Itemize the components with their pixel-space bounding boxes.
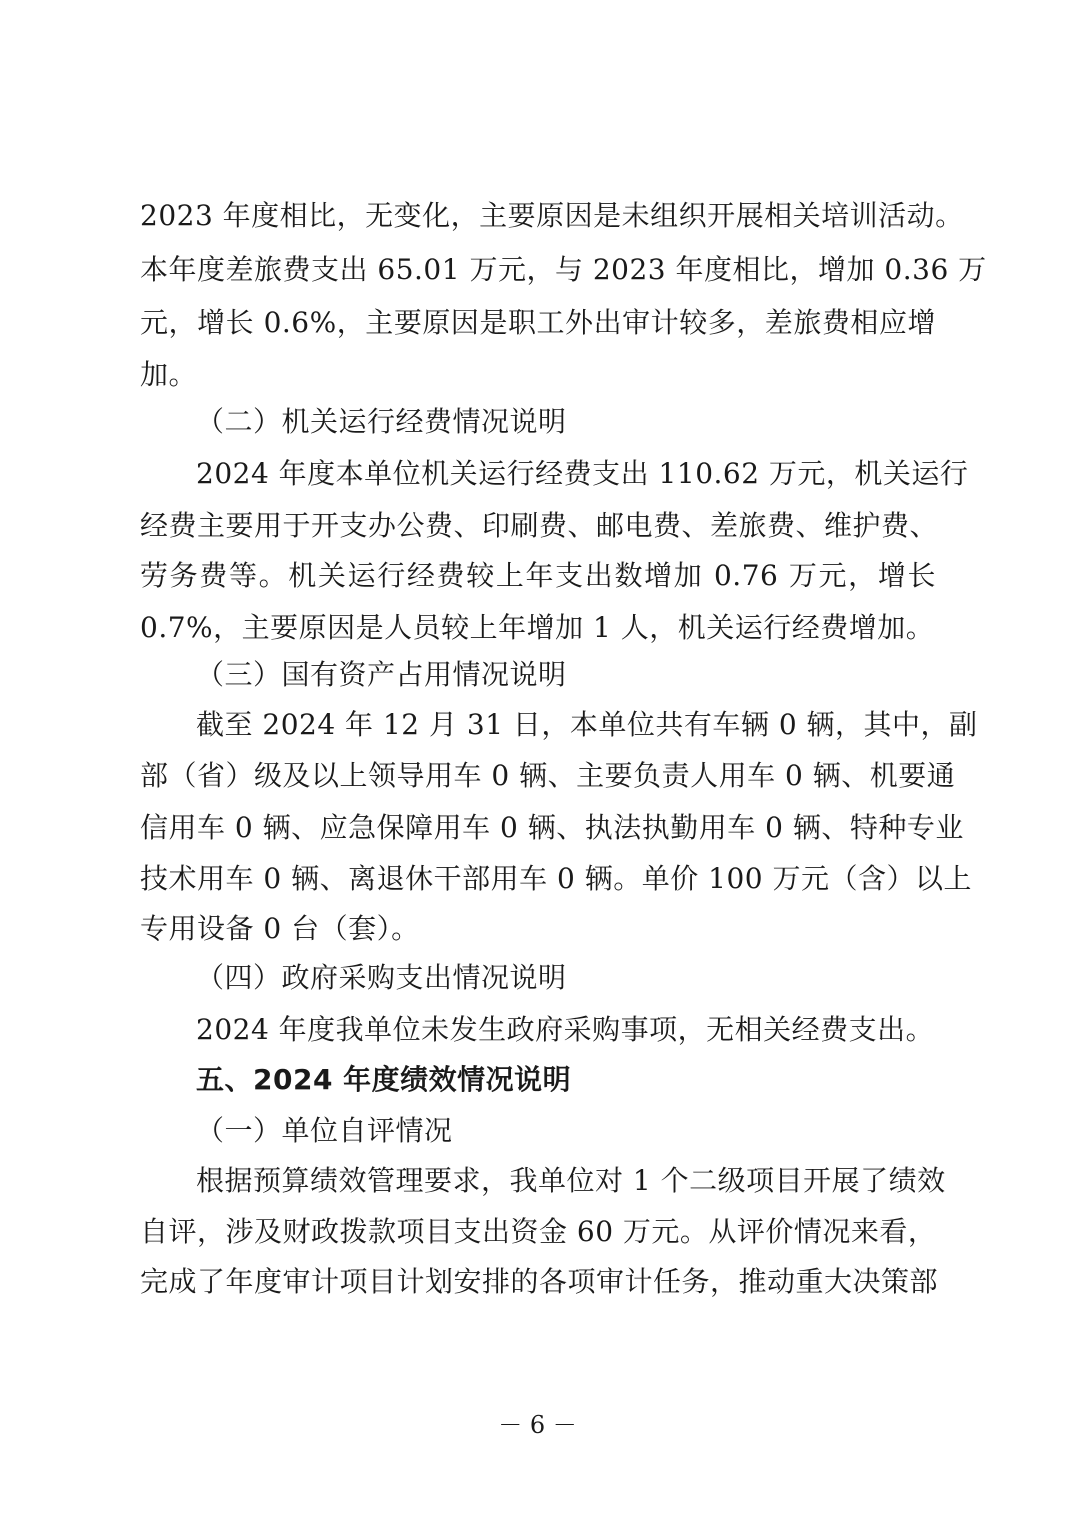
text-line: 0.7%，主要原因是人员较上年增加 1 人，机关运行经费增加。 xyxy=(140,611,935,644)
text-line: 元，增长 0.6%，主要原因是职工外出审计较多，差旅费相应增 xyxy=(140,306,936,339)
text-line: 加。 xyxy=(140,358,198,391)
section-heading: （三）国有资产占用情况说明 xyxy=(196,658,567,691)
section-heading: （二）机关运行经费情况说明 xyxy=(196,405,567,438)
page-number: － 6 － xyxy=(498,1411,577,1439)
section-heading: （一）单位自评情况 xyxy=(196,1114,453,1147)
text-line: 劳务费等。机关运行经费较上年支出数增加 0.76 万元，增长 xyxy=(140,559,936,592)
text-line: 2024 年度我单位未发生政府采购事项，无相关经费支出。 xyxy=(196,1013,935,1046)
text-line: 部（省）级及以上领导用车 0 辆、主要负责人用车 0 辆、机要通 xyxy=(140,759,956,792)
text-line: 经费主要用于开支办公费、印刷费、邮电费、差旅费、维护费、 xyxy=(140,509,939,542)
text-line: 完成了年度审计项目计划安排的各项审计任务，推动重大决策部 xyxy=(140,1265,939,1298)
text-line: 技术用车 0 辆、离退休干部用车 0 辆。单价 100 万元（含）以上 xyxy=(140,862,972,895)
text-line: 本年度差旅费支出 65.01 万元，与 2023 年度相比，增加 0.36 万 xyxy=(140,253,987,286)
section-heading: （四）政府采购支出情况说明 xyxy=(196,961,567,994)
text-line: 专用设备 0 台（套）。 xyxy=(140,912,420,945)
text-line: 自评，涉及财政拨款项目支出资金 60 万元。从评价情况来看， xyxy=(140,1215,937,1248)
part-heading: 五、2024 年度绩效情况说明 xyxy=(196,1063,572,1096)
text-line: 截至 2024 年 12 月 31 日，本单位共有车辆 0 辆，其中，副 xyxy=(196,708,978,741)
text-line: 根据预算绩效管理要求，我单位对 1 个二级项目开展了绩效 xyxy=(196,1164,946,1197)
text-line: 信用车 0 辆、应急保障用车 0 辆、执法执勤用车 0 辆、特种专业 xyxy=(140,811,964,844)
text-line: 2024 年度本单位机关运行经费支出 110.62 万元，机关运行 xyxy=(196,457,969,490)
text-line: 2023 年度相比，无变化，主要原因是未组织开展相关培训活动。 xyxy=(140,199,964,232)
